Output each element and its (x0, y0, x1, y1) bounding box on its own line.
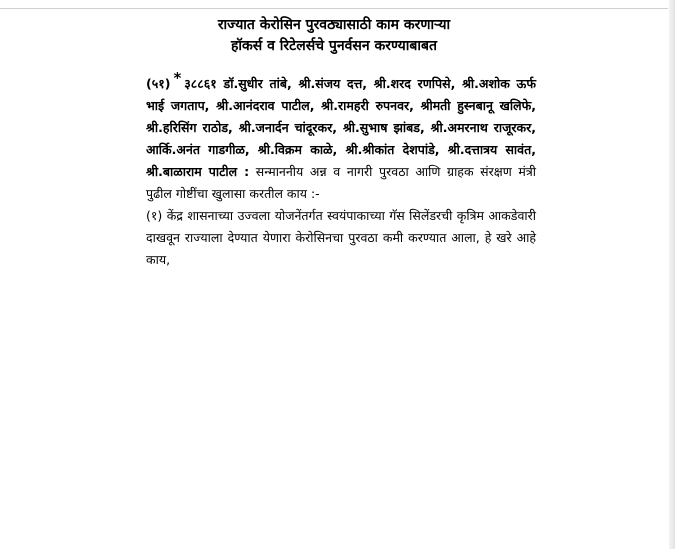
question-addressee: सन्माननीय अन्न व नागरी पुरवठा आणि ग्राहक संरक्षण मंत्री पुढील गोष्टींचा खुलासा करतील काय :- (146, 164, 536, 201)
starred-question-marker: * (173, 69, 182, 87)
document-page (0, 9, 668, 549)
document-title-line-1: राज्यात केरोसिन पुरवठ्यासाठी काम करणाऱ्या (217, 17, 451, 33)
question-block (146, 69, 536, 271)
question-number: (५१) (146, 76, 171, 91)
document-title-line-2: हॉकर्स व रिटेलर्सचे पुनर्वसन करण्याबाबत (230, 38, 438, 54)
top-page-rule (0, 0, 668, 9)
sub-question-1: (१) केंद्र शासनाच्या उज्वला योजनेंतर्गत स्वयंपाकाच्या गॅस सिलेंडरची कृत्रिम आकडेवारी दाखवून राज्याला देण्यात येणारा केरोसिनचा पुरवठा कमी करण्यात आला, हे खरे आहे काय, (146, 208, 536, 267)
right-scroll-edge (669, 0, 675, 549)
question-members: ३८८६१ डॉ.सुधीर तांबे, श्री.संजय दत्त, श्री.शरद रणपिसे, श्री.अशोक ऊर्फ भाई जगताप, श्री.आनंदराव पाटील, श्री.रामहरी रुपनवर, श्रीमती हुस्नबानू खलिफे, श्री.हरिसिंग राठोड, श्री.जनार्दन चांदूरकर, श्री.सुभाष झांबड, श्री.अमरनाथ राजूरकर, आर्कि.अनंत गाडगीळ, श्री.विक्रम काळे, श्री.श्रीकांत देशपांडे, श्री.दत्तात्रय सावंत, श्री.बाळाराम पाटील : (146, 76, 536, 179)
